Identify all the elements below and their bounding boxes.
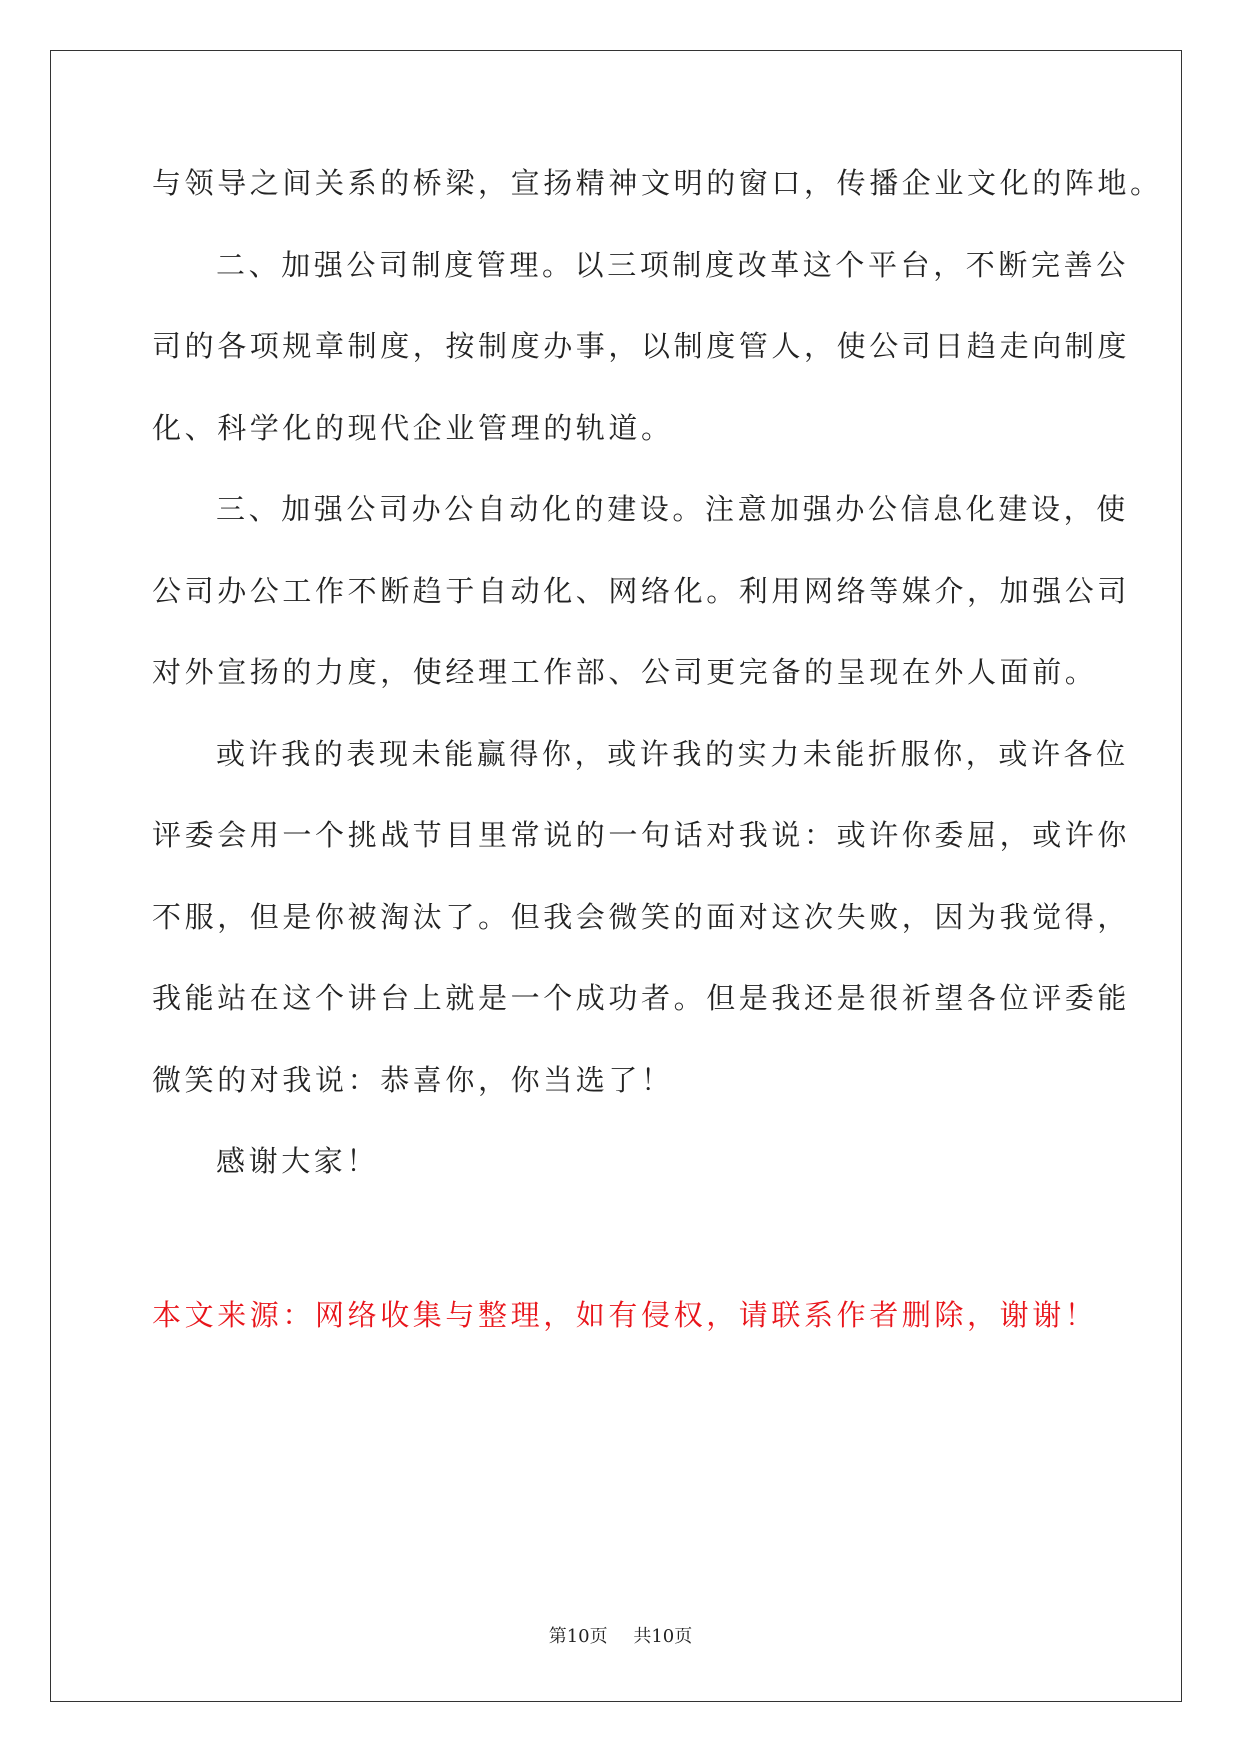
paragraph-line: 不服，但是你被淘汰了。但我会微笑的面对这次失败，因为我觉得，: [152, 899, 1131, 934]
paragraph-line: 或许我的表现未能赢得你，或许我的实力未能折服你，或许各位: [216, 736, 1129, 771]
paragraph-line: 与领导之间关系的桥梁，宣扬精神文明的窗口，传播企业文化的阵地。: [152, 166, 1163, 200]
paragraph-line: 微笑的对我说：恭喜你，你当选了！: [152, 1062, 674, 1097]
source-note: 本文来源：网络收集与整理，如有侵权，请联系作者删除，谢谢！: [152, 1298, 1098, 1332]
current-page-number: 第10页: [548, 1626, 608, 1647]
paragraph-line: 三、加强公司办公自动化的建设。注意加强办公信息化建设，使: [216, 492, 1129, 526]
document-body: [152, 166, 1163, 1332]
paragraph-line: 二、加强公司制度管理。以三项制度改革这个平台，不断完善公: [216, 247, 1129, 282]
total-page-count: 共10页: [633, 1626, 693, 1647]
paragraph-line: 公司办公工作不断趋于自动化、网络化。利用网络等媒介，加强公司: [152, 573, 1131, 608]
paragraph-line: 司的各项规章制度，按制度办事，以制度管人，使公司日趋走向制度: [152, 329, 1131, 363]
paragraph-line: 感谢大家！: [216, 1144, 380, 1178]
paragraph-line: 评委会用一个挑战节目里常说的一句话对我说：或许你委屈，或许你: [152, 818, 1131, 852]
paragraph-line: 我能站在这个讲台上就是一个成功者。但是我还是很祈望各位评委能: [152, 981, 1131, 1015]
page-footer: [0, 1622, 1241, 1648]
paragraph-line: 化、科学化的现代企业管理的轨道。: [152, 410, 674, 445]
paragraph-line: 对外宣扬的力度，使经理工作部、公司更完备的呈现在外人面前。: [152, 655, 1098, 689]
